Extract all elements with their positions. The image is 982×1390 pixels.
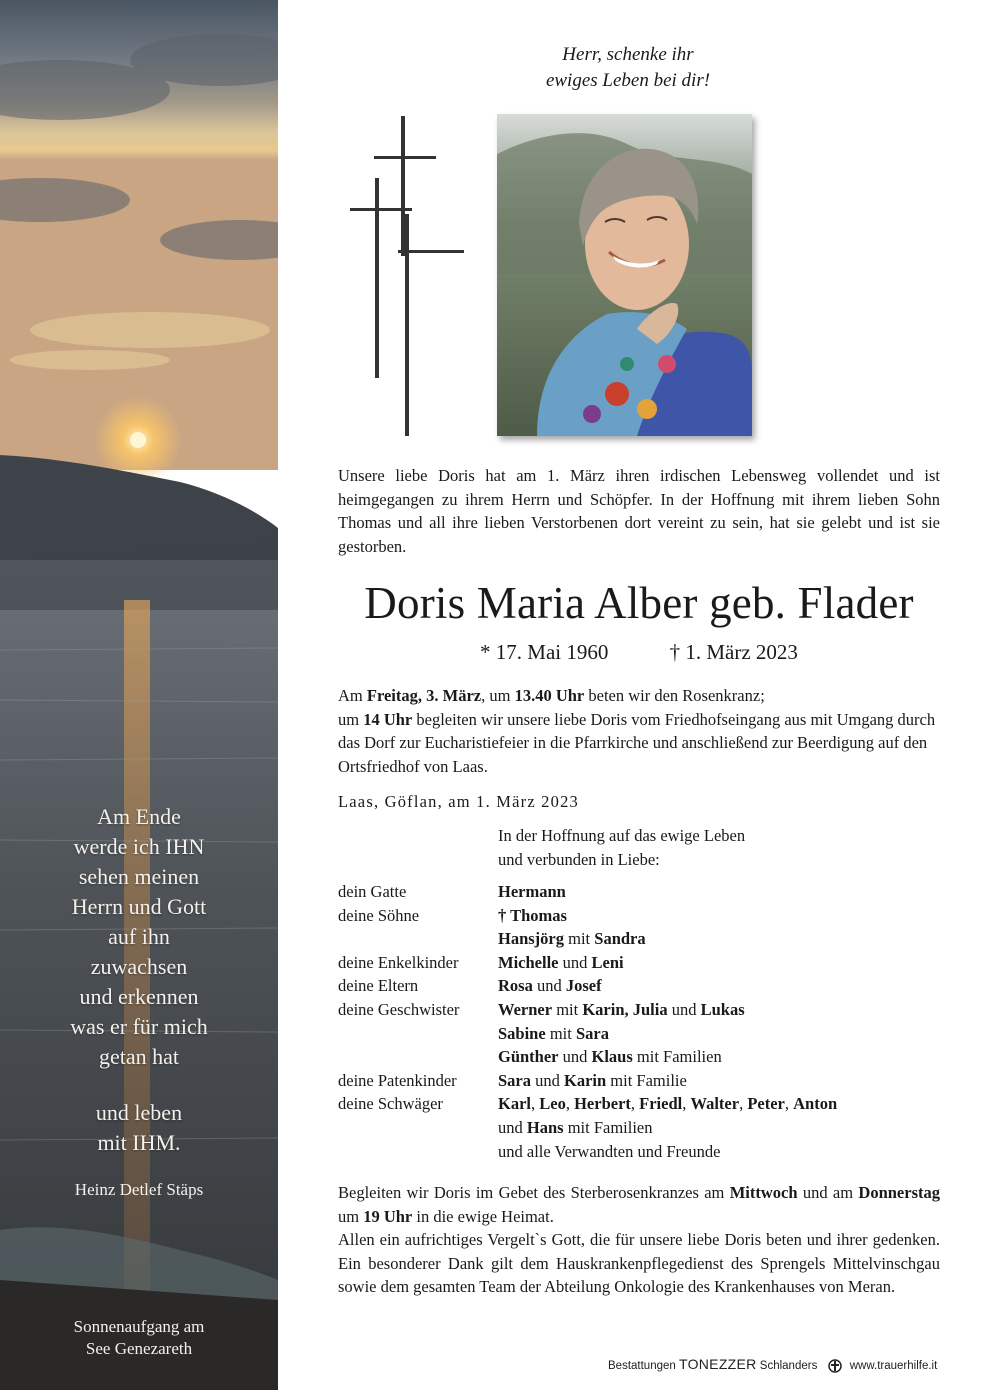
sunset-panel	[0, 0, 278, 1390]
closing-sentence: um	[338, 1206, 364, 1226]
company-town: Schlanders	[759, 1360, 818, 1372]
poem-line: und leben	[95, 1100, 183, 1125]
deceased-name: Doris Maria Alber geb. Flader	[364, 578, 914, 628]
closing-sentence: in die ewige Heimat.	[412, 1206, 554, 1226]
service-text: Am	[338, 686, 367, 705]
family-row	[338, 927, 837, 951]
poem-line: werde ich IHN	[73, 834, 205, 859]
poem-line: zuwachsen	[90, 954, 188, 979]
motto-line: ewiges Leben bei dir!	[545, 70, 711, 91]
service-text: begleiten wir unsere liebe Doris vom Friedhofseingang aus mit Umgang durch das Dorf zur Eucharistiefeier in die Pfarrkirche und anschließend zur Beerdigung auf den Ortsfriedhof von Laas.	[338, 709, 936, 776]
intro-paragraph: Unsere liebe Doris hat am 1. März ihren irdischen Lebensweg vollendet und ist heimgegangen zu ihrem Herrn und Schöpfer. In der Hoffnung mit ihrem lieben Sohn Thomas und all ihre lieben Verstorbenen dort vereint zu sein, hat sie gelebt und ist sie gestorben.	[338, 466, 940, 556]
trauerhilfe-logo-icon	[827, 1359, 843, 1373]
poem-stanza-2	[0, 1098, 278, 1158]
company-name: TONEZZER	[678, 1356, 757, 1372]
poem-line: mit IHM.	[97, 1130, 181, 1155]
family-row	[338, 1140, 837, 1164]
closing-text	[338, 1181, 940, 1299]
motto	[498, 42, 758, 94]
family-row	[338, 1092, 837, 1116]
family-row	[338, 998, 837, 1022]
poem-line: sehen meinen	[78, 864, 200, 889]
funeral-time: 14 Uhr	[363, 709, 413, 729]
rosary-time: 13.40 Uhr	[514, 686, 585, 705]
family-row	[338, 904, 837, 928]
family-relation: deine Geschwister	[338, 999, 460, 1019]
place-and-date: Laas, Göflan, am 1. März 2023	[338, 792, 579, 811]
caption-line: Sonnenaufgang am	[73, 1317, 205, 1336]
poem-author: Heinz Detlef Stäps	[74, 1180, 204, 1199]
family-relation: deine Schwäger	[338, 1094, 443, 1114]
poem-stanza-1	[0, 802, 278, 1072]
family-names: Werner mit Karin, Julia und Lukas	[498, 999, 745, 1019]
birth-date: * 17. Mai 1960	[480, 640, 609, 664]
obituary-content	[278, 0, 982, 1390]
portrait-photo	[497, 114, 752, 436]
website-link[interactable]: www.trauerhilfe.it	[849, 1360, 938, 1372]
poem-line: auf ihn	[108, 924, 170, 949]
family-names: Hermann	[498, 882, 566, 901]
family-names: Günther und Klaus mit Familien	[498, 1047, 722, 1067]
family-row	[338, 1022, 837, 1046]
poem-line: und erkennen	[79, 984, 199, 1009]
family-names: Sara und Karin mit Familie	[498, 1070, 687, 1090]
family-relation	[338, 1022, 498, 1046]
family-list	[338, 880, 837, 1163]
family-relation: dein Gatte	[338, 882, 407, 901]
family-relation: deine Patenkinder	[338, 1070, 457, 1090]
family-names: Karl, Leo, Herbert, Friedl, Walter, Peter, Anton	[498, 1094, 838, 1114]
service-text: beten wir den Rosenkranz;	[584, 686, 765, 705]
portrait-image	[497, 114, 752, 436]
family-relation: deine Enkelkinder	[338, 952, 459, 972]
family-row	[338, 1069, 837, 1093]
closing-sentence: Begleiten wir Doris im Gebet des Sterberosenkranzes am	[338, 1183, 730, 1202]
family-names: Michelle und Leni	[498, 952, 624, 972]
family-relation	[338, 1116, 498, 1140]
caption-line: See Genezareth	[85, 1339, 193, 1358]
family-relation: deine Söhne	[338, 905, 420, 925]
image-caption	[0, 1316, 278, 1360]
family-relation	[338, 1045, 498, 1069]
poem-line: was er für mich	[70, 1014, 208, 1039]
prayer-day: Mittwoch	[729, 1183, 798, 1202]
poem-line: getan hat	[98, 1044, 180, 1069]
family-names: Rosa und Josef	[498, 976, 602, 996]
family-row	[338, 1116, 837, 1140]
motto-line: Herr, schenke ihr	[562, 44, 694, 65]
family-names: † Thomas	[498, 905, 567, 925]
family-names: Sabine mit Sara	[498, 1023, 609, 1043]
family-names: und alle Verwandten und Freunde	[498, 1141, 721, 1161]
hope-statement	[498, 824, 745, 871]
service-details	[338, 684, 940, 778]
death-date: † 1. März 2023	[669, 640, 798, 664]
service-text: um	[338, 709, 364, 729]
three-crosses-icon	[348, 116, 468, 440]
family-relation	[338, 1140, 498, 1164]
service-day: Freitag, 3. März	[366, 686, 482, 705]
thanks-paragraph: Allen ein aufrichtiges Vergelt`s Gott, die für unsere liebe Doris beten und ihrer gedenken. Ein besonderer Dank gilt dem Hauskrankenpflegedienst des Sprengels Mittelvinschgau sowie dem gesamten Team der Abteilung Onkologie des Krankenhauses von Meran.	[338, 1230, 940, 1297]
hope-line: und verbunden in Liebe:	[498, 849, 660, 869]
service-text: , um	[481, 686, 515, 705]
closing-sentence: und am	[797, 1183, 859, 1202]
family-relation: deine Eltern	[338, 976, 419, 996]
family-names: Hansjörg mit Sandra	[498, 929, 646, 949]
life-dates	[338, 638, 940, 666]
family-row	[338, 974, 837, 998]
prayer-time: 19 Uhr	[363, 1206, 413, 1226]
poem-line: Am Ende	[97, 804, 181, 829]
family-row	[338, 1045, 837, 1069]
prayer-day: Donnerstag	[858, 1183, 940, 1202]
poem-line: Herrn und Gott	[71, 894, 207, 919]
family-names: und Hans mit Familien	[498, 1117, 653, 1137]
footer	[608, 1356, 937, 1373]
footer-prefix: Bestattungen	[608, 1360, 676, 1372]
family-row	[338, 951, 837, 975]
hope-line: In der Hoffnung auf das ewige Leben	[498, 826, 746, 845]
family-row	[338, 880, 837, 904]
family-relation	[338, 927, 498, 951]
